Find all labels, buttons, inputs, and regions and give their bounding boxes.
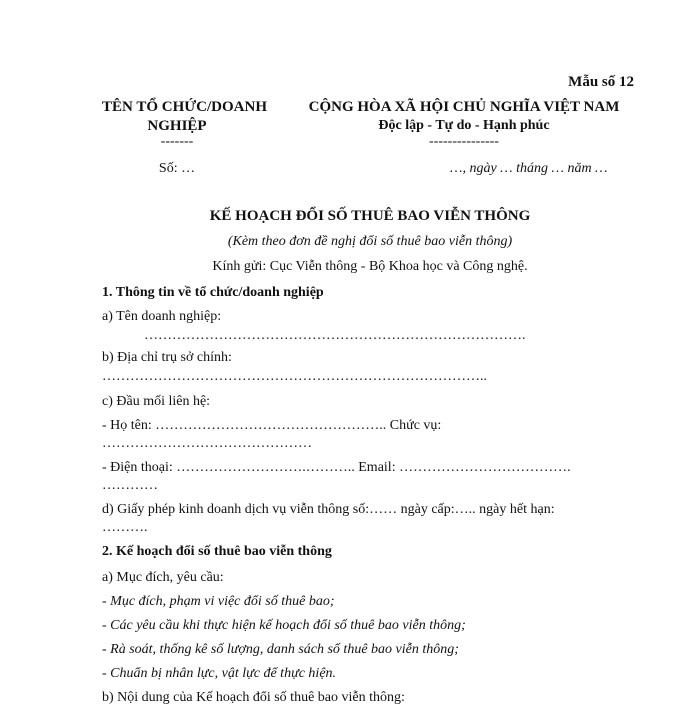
form-code: Mẫu số 12 xyxy=(568,74,634,90)
company-name-label: a) Tên doanh nghiệp: xyxy=(102,309,222,324)
document-subtitle: (Kèm theo đơn đề nghị đổi số thuê bao viễn thông) xyxy=(227,234,513,249)
contact-phone-line: - Điện thoại: ……………………….……….. Email: ………………………………. xyxy=(102,460,571,475)
list-item: - Chuẩn bị nhân lực, vật lực để thực hiện. xyxy=(102,666,337,681)
org-name-line1: TÊN TỔ CHỨC/DOANH xyxy=(102,99,268,115)
address-label: b) Địa chỉ trụ sở chính: xyxy=(102,350,232,365)
republic-title: CỘNG HÒA XÃ HỘI CHỦ NGHĨA VIỆT NAM xyxy=(308,99,620,115)
org-divider: ------- xyxy=(160,134,194,149)
address-blank: ……………………………………………………………………….. xyxy=(102,369,487,384)
contact-phone-blank: ………… xyxy=(102,478,158,493)
purpose-label: a) Mục đích, yêu cầu: xyxy=(102,570,224,585)
license-line: d) Giấy phép kinh doanh dịch vụ viễn thông số:…… ngày cấp:….. ngày hết hạn: xyxy=(102,502,555,517)
list-item: - Mục đích, phạm vi việc đổi số thuê bao; xyxy=(102,594,335,609)
document-title: KẾ HOẠCH ĐỔI SỐ THUÊ BAO VIỄN THÔNG xyxy=(209,208,531,224)
section2-heading: 2. Kế hoạch đổi số thuê bao viễn thông xyxy=(102,544,332,559)
list-item: - Rà soát, thống kê số lượng, danh sách số thuê bao viễn thông; xyxy=(102,642,459,657)
contact-name-line: - Họ tên: ………………………………………….. Chức vụ: xyxy=(102,418,442,433)
contact-name-blank: ……………………………………… xyxy=(102,436,312,451)
date-line: …, ngày … tháng … năm … xyxy=(450,161,608,176)
org-name-line2: NGHIỆP xyxy=(147,118,207,134)
republic-motto: Độc lập - Tự do - Hạnh phúc xyxy=(378,118,550,133)
list-item: - Các yêu cầu khi thực hiện kế hoạch đổi số thuê bao viễn thông; xyxy=(102,618,466,633)
section1-heading: 1. Thông tin về tổ chức/doanh nghiệp xyxy=(102,285,324,300)
document-number: Số: … xyxy=(158,161,196,176)
contact-label: c) Đầu mối liên hệ: xyxy=(102,394,211,409)
republic-divider: --------------- xyxy=(429,134,499,149)
plan-content-label: b) Nội dung của Kế hoạch đổi số thuê bao viễn thông: xyxy=(102,690,405,705)
license-blank: ………. xyxy=(102,520,148,535)
addressee: Kính gửi: Cục Viễn thông - Bộ Khoa học và Công nghệ. xyxy=(212,259,528,274)
company-name-blank: ………………………………………………………………………. xyxy=(144,328,526,343)
